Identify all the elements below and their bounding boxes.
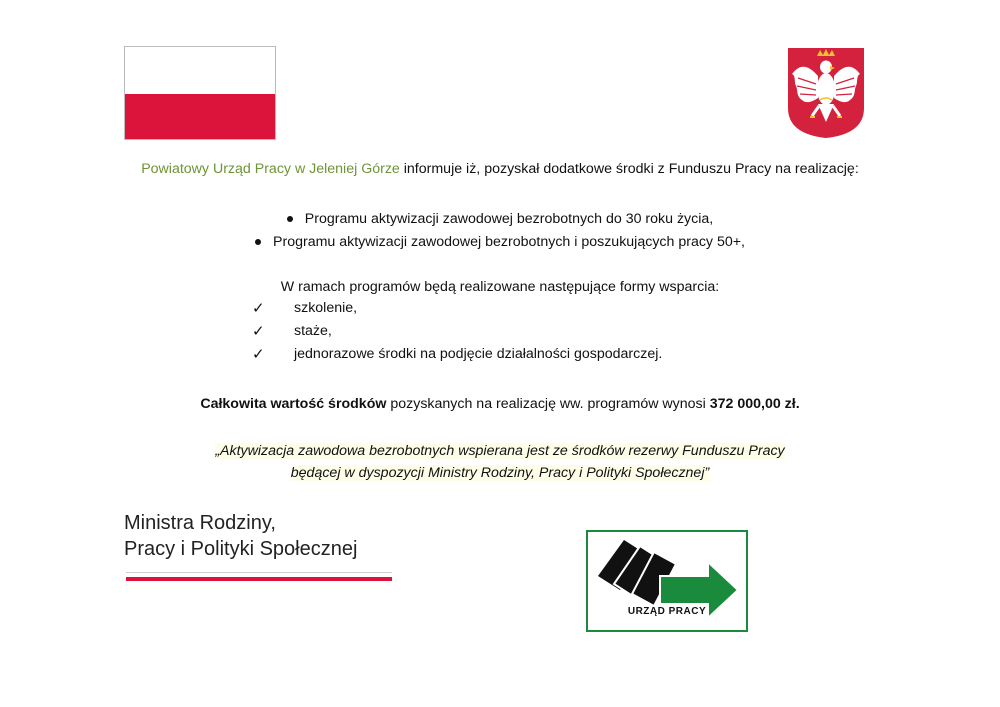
ministry-red-bar (126, 577, 392, 581)
bullet-icon (255, 239, 261, 245)
support-title: W ramach programów będą realizowane następujące formy wsparcia: (280, 279, 720, 295)
urzad-pracy-logo (586, 530, 748, 632)
checkmark-icon: ✓ (252, 345, 265, 363)
flag-red-stripe (125, 94, 275, 140)
ministry-line-2: Pracy i Polityki Społecznej (124, 538, 358, 560)
list-item (0, 230, 1000, 253)
quote-line-1: „Aktywizacja zawodowa bezrobotnych wspierana jest ze środków rezerwy Funduszu Pracy (215, 443, 785, 459)
total-middle-text: pozyskanych na realizację ww. programów wynosi (386, 396, 710, 412)
programs-list (0, 207, 1000, 253)
total-statement (0, 395, 1000, 413)
intro-text: informuje iż, pozyskał dodatkowe środki z Funduszu Pracy na realizację: (399, 161, 859, 177)
support-item-text: jednorazowe środki na podjęcie działalności gospodarczej. (294, 346, 663, 362)
flag-white-stripe (125, 47, 275, 94)
bullet-icon (287, 216, 293, 222)
checkmark-icon: ✓ (252, 299, 265, 317)
ministry-line-1: Ministra Rodziny, (124, 512, 276, 534)
ministry-divider (126, 572, 392, 573)
organization-name: Powiatowy Urząd Pracy w Jeleniej Górze (141, 161, 400, 177)
support-item-text: szkolenie, (294, 300, 358, 316)
list-item (252, 297, 357, 319)
total-amount: 372 000,00 zł. (709, 396, 800, 412)
quote-line-2: będącej w dyspozycji Ministry Rodziny, Pracy i Polityki Społecznej” (290, 465, 710, 481)
funding-quote (0, 440, 1000, 484)
program-text: Programu aktywizacji zawodowej bezrobotnych i poszukujących pracy 50+, (273, 233, 745, 250)
program-text: Programu aktywizacji zawodowej bezrobotnych do 30 roku życia, (304, 210, 714, 227)
list-item (252, 320, 332, 342)
intro-paragraph (0, 160, 1000, 178)
support-item-text: staże, (294, 323, 332, 339)
polish-flag (124, 46, 276, 140)
ministry-logo (124, 510, 357, 562)
list-item (0, 207, 1000, 230)
urzad-pracy-label: URZĄD PRACY (627, 606, 707, 617)
coat-of-arms-icon (786, 46, 866, 140)
checkmark-icon: ✓ (252, 322, 265, 340)
total-label: Całkowita wartość środków (200, 396, 387, 412)
list-item (252, 343, 662, 365)
